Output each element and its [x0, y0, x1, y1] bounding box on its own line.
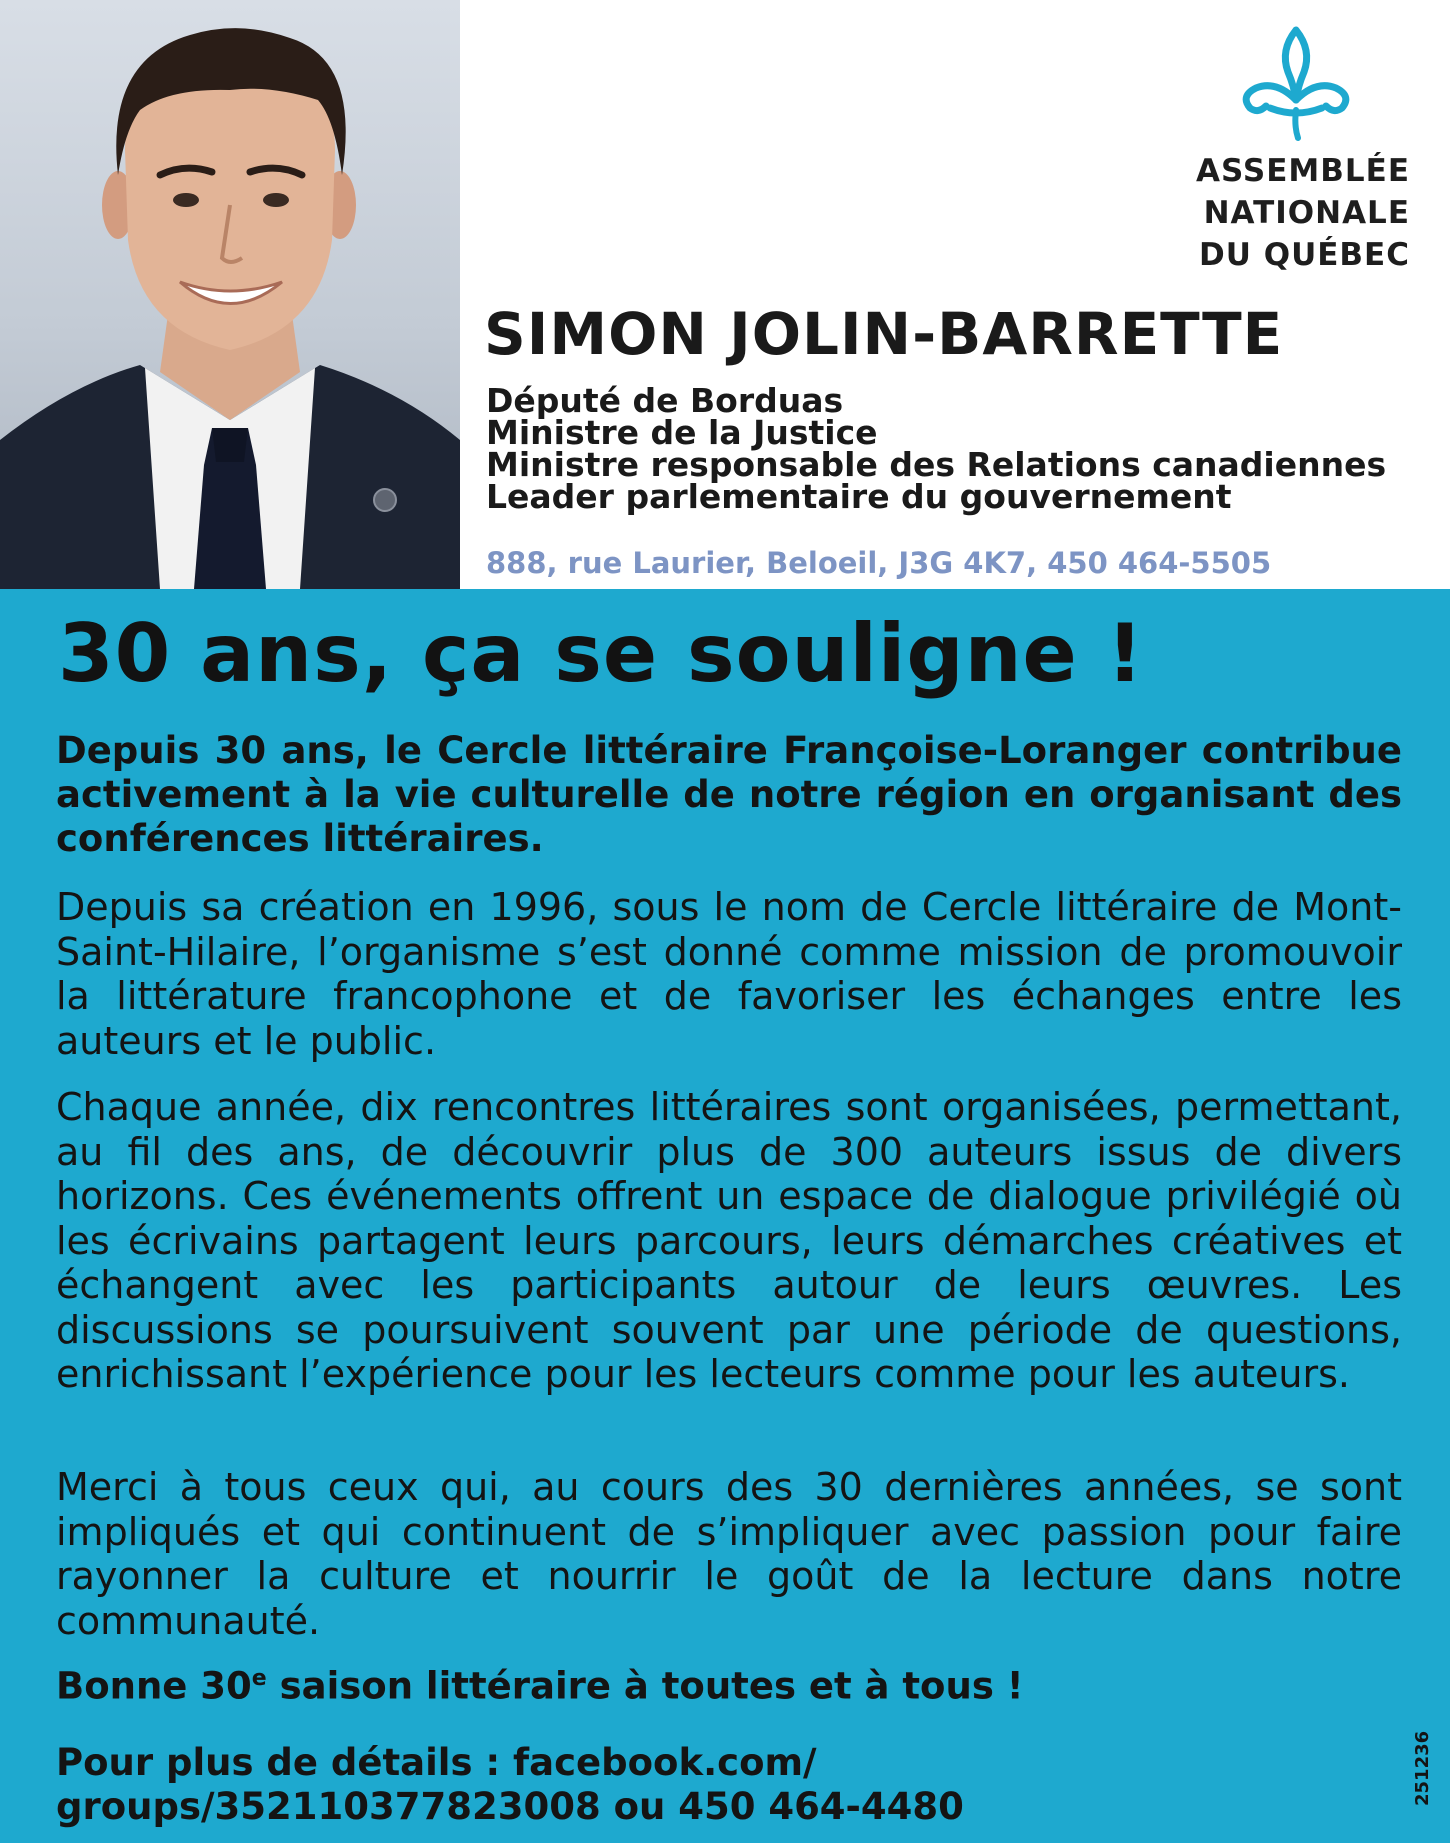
paragraph-history: Depuis sa création en 1996, sous le nom de Cercle littéraire de Mont-Saint-Hilaire, l’organisme s’est donné comme mission de promouvoir la littérature francophone et de favoriser les échanges entre les auteurs et le public. — [56, 885, 1402, 1063]
lead-paragraph: Depuis 30 ans, le Cercle littéraire Françoise-Loranger contribue activement à la vie culturelle de notre région en organisant des conférences littéraires. — [56, 729, 1402, 860]
header — [0, 0, 1450, 589]
assemblee-nationale-logo — [1160, 22, 1422, 292]
title-line: Leader parlementaire du gouvernement — [486, 477, 1232, 516]
portrait-photo — [0, 0, 460, 589]
logo-line: NATIONALE — [1203, 195, 1410, 231]
announcement-body — [0, 589, 1450, 1843]
logo-wordmark — [1160, 150, 1410, 276]
wish-text: Bonne 30 — [56, 1664, 252, 1708]
wish-text-end: saison littéraire à toutes et à tous ! — [266, 1664, 1024, 1708]
deputy-name: SIMON JOLIN-BARRETTE — [484, 300, 1284, 368]
season-wish — [56, 1657, 1402, 1709]
office-address: 888, rue Laurier, Beloeil, J3G 4K7, 450 464-5505 — [486, 546, 1272, 580]
ad-reference-code: 251236 — [1412, 1730, 1433, 1806]
title-line: Ministre de la Justice — [486, 413, 878, 452]
paragraph-thanks: Merci à tous ceux qui, au cours des 30 dernières années, se sont impliqués et qui continuent de s’impliquer avec passion pour faire rayonner la culture et nourrir le goût de la lecture dans notre communauté. — [56, 1465, 1402, 1643]
headline: 30 ans, ça se souligne ! — [58, 607, 1145, 700]
logo-line: DU QUÉBEC — [1199, 237, 1410, 273]
contact-info — [56, 1741, 1402, 1829]
fleur-de-lys-logo-icon — [1236, 22, 1356, 142]
contact-line: groups/352110377823008 ou 450 464-4480 — [56, 1785, 964, 1828]
title-line: Député de Borduas — [486, 381, 844, 420]
logo-line: ASSEMBLÉE — [1195, 153, 1410, 189]
title-line: Ministre responsable des Relations canadiennes — [486, 445, 1387, 484]
paragraph-events: Chaque année, dix rencontres littéraires sont organisées, permettant, au fil des ans, de découvrir plus de 300 auteurs issus de divers horizons. Ces événements offrent un espace de dialogue privilégié où les écrivains partagent leurs parcours, leurs démarches créatives et échangent avec les participants autour de leurs œuvres. Les discussions se poursuivent souvent par une période de questions, enrichissant l’expérience pour les lecteurs comme pour les auteurs. — [56, 1085, 1402, 1396]
deputy-titles — [486, 381, 1387, 516]
contact-line: Pour plus de détails : facebook.com/ — [56, 1741, 817, 1784]
wish-superscript: e — [251, 1666, 267, 1691]
